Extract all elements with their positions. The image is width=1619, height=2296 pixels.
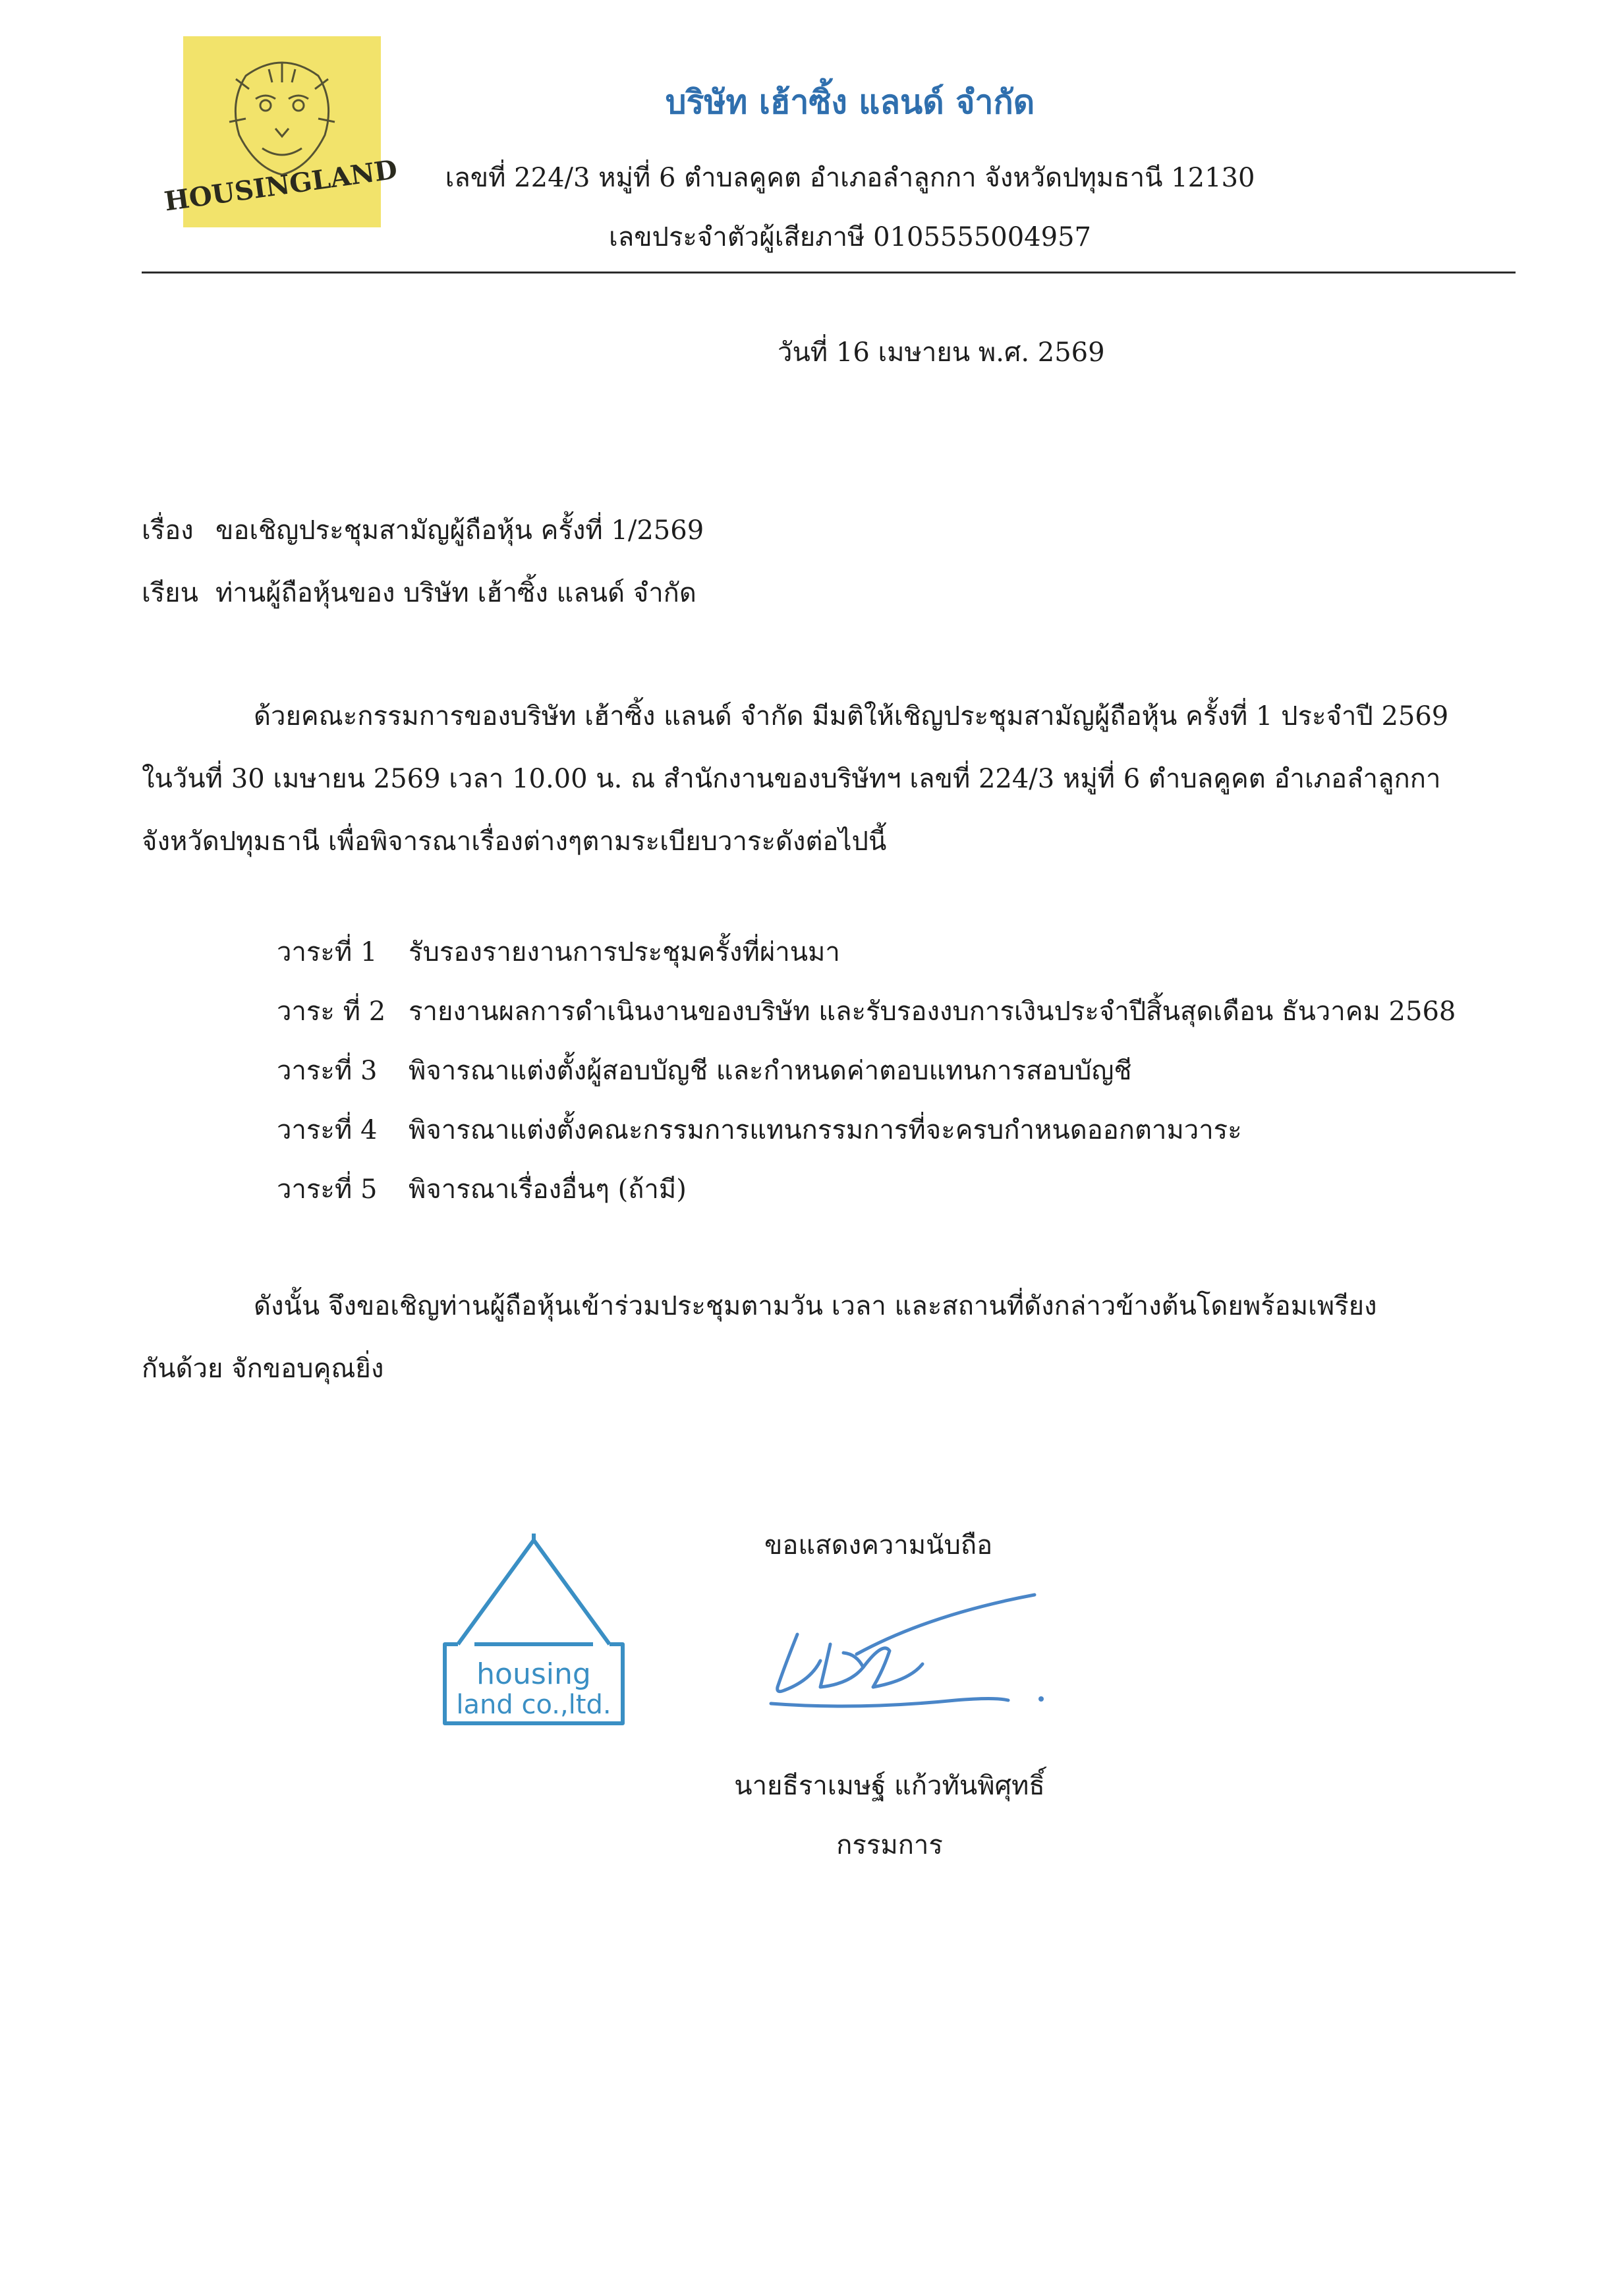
signer-name: นายธีราเมษฐ์ แก้วทันพิศุทธิ์ (734, 1771, 1045, 1801)
recipient-line (142, 580, 696, 606)
company-logo (162, 36, 399, 227)
agenda-item-text: รายงานผลการดำเนินงานของบริษัท และรับรองงบการเงินประจำปีสิ้นสุดเดือน ธันวาคม 2568 (409, 996, 1456, 1027)
stamp-line-2: land co.,ltd. (456, 1690, 611, 1720)
agenda-item-label: วาระที่ 3 (277, 1056, 378, 1086)
house-stamp-icon (432, 1526, 636, 1750)
intro-paragraph (142, 685, 1516, 873)
recipient-text: ท่านผู้ถือหุ้นของ บริษัท เฮ้าซิ้ง แลนด์ จำกัด (215, 578, 696, 608)
paragraph-line: จังหวัดปทุมธานี เพื่อพิจารณาเรื่องต่างๆตามระเบียบวาระดังต่อไปนี้ (142, 826, 887, 857)
agenda-item-label: วาระ ที่ 2 (277, 996, 386, 1027)
company-name: บริษัท เฮ้าซิ้ง แลนด์ จำกัด (665, 83, 1035, 121)
signature-icon (758, 1588, 1061, 1733)
paragraph-line: ดังนั้น จึงขอเชิญท่านผู้ถือหุ้นเข้าร่วมประชุมตามวัน เวลา และสถานที่ดังกล่าวข้างต้นโดยพร้อมเพรียง (254, 1291, 1377, 1321)
closing-salutation: ขอแสดงความนับถือ (764, 1530, 993, 1561)
agenda-item-text: รับรองรายงานการประชุมครั้งที่ผ่านมา (409, 937, 840, 967)
subject-text: ขอเชิญประชุมสามัญผู้ถือหุ้น ครั้งที่ 1/2569 (215, 515, 704, 546)
subject-line (142, 517, 704, 544)
agenda-item (277, 923, 1516, 982)
company-tax-id: เลขประจำตัวผู้เสียภาษี 0105555004957 (609, 222, 1091, 252)
agenda-item (277, 1101, 1516, 1160)
agenda-item (277, 982, 1516, 1041)
agenda-item-label: วาระที่ 5 (277, 1174, 378, 1205)
tiger-logo-icon (162, 36, 399, 227)
closing-paragraph (142, 1275, 1516, 1400)
paragraph-line: ด้วยคณะกรรมการของบริษัท เฮ้าซิ้ง แลนด์ จำกัด มีมติให้เชิญประชุมสามัญผู้ถือหุ้น ครั้งที่ 1 ประจำปี 2569 (254, 701, 1449, 732)
agenda-item-text: พิจารณาเรื่องอื่นๆ (ถ้ามี) (409, 1174, 687, 1205)
agenda-item-text: พิจารณาแต่งตั้งผู้สอบบัญชี และกำหนดค่าตอบแทนการสอบบัญชี (409, 1056, 1132, 1086)
stamp-line-1: housing (476, 1657, 591, 1691)
agenda-item (277, 1160, 1516, 1219)
signer-title: กรรมการ (836, 1830, 943, 1860)
agenda-item (277, 1041, 1516, 1101)
recipient-label: เรียน (142, 578, 198, 608)
agenda-item-text: พิจารณาแต่งตั้งคณะกรรมการแทนกรรมการที่จะครบกำหนดออกตามวาระ (409, 1115, 1242, 1145)
agenda-item-label: วาระที่ 4 (277, 1115, 378, 1145)
letter-date: วันที่ 16 เมษายน พ.ศ. 2569 (778, 337, 1105, 368)
company-stamp (432, 1526, 636, 1750)
agenda-list (277, 923, 1516, 1219)
handwritten-signature (758, 1588, 1061, 1733)
header-divider (142, 272, 1516, 273)
subject-label: เรื่อง (142, 515, 194, 546)
paragraph-line: กันด้วย จักขอบคุณยิ่ง (142, 1354, 384, 1384)
agenda-item-label: วาระที่ 1 (277, 937, 378, 967)
logo-wordmark: HOUSINGLAND (162, 154, 399, 217)
paragraph-line: ในวันที่ 30 เมษายน 2569 เวลา 10.00 น. ณ สำนักงานของบริษัทฯ เลขที่ 224/3 หมู่ที่ 6 ตำบลคูคต อำเภอลำลูกกา (142, 764, 1441, 794)
company-address: เลขที่ 224/3 หมู่ที่ 6 ตำบลคูคต อำเภอลำลูกกา จังหวัดปทุมธานี 12130 (445, 163, 1255, 193)
